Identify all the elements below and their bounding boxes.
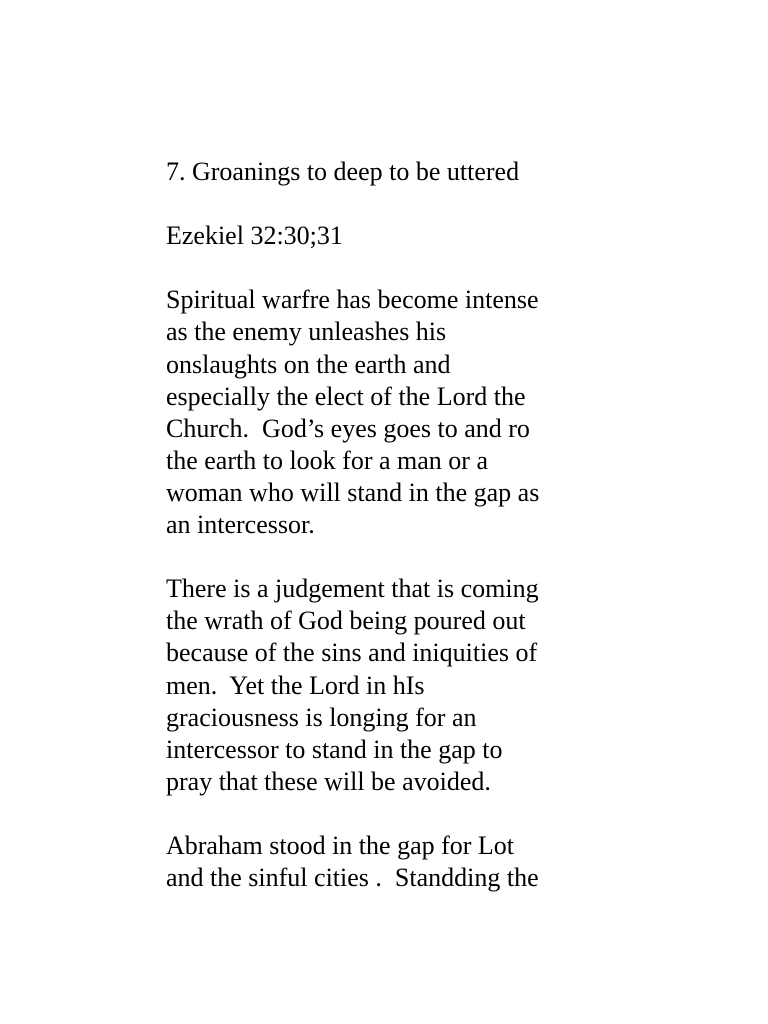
paragraph-2 [166, 573, 606, 798]
paragraph-line: graciousness is longing for an [166, 702, 477, 732]
paragraph-line: Church. God’s eyes goes to and ro [166, 413, 530, 443]
paragraph-line: Abraham stood in the gap for Lot [166, 830, 515, 860]
document-body [166, 156, 606, 894]
paragraph-line: and the sinful cities . Standding the [166, 863, 539, 893]
spacer [166, 798, 606, 830]
paragraph-line: Spiritual warfre has become intense [166, 285, 539, 315]
paragraph-line: because of the sins and iniquities of [166, 638, 538, 668]
spacer [166, 188, 606, 220]
paragraph-line: the earth to look for a man or a [166, 445, 488, 475]
paragraph-line: men. Yet the Lord in hIs [166, 670, 425, 700]
scripture-reference: Ezekiel 32:30;31 [166, 221, 343, 251]
section-heading: 7. Groanings to deep to be uttered [166, 157, 520, 186]
spacer [166, 252, 606, 284]
paragraph-line: There is a judgement that is coming [166, 574, 539, 604]
spacer [166, 541, 606, 573]
paragraph-line: pray that these will be avoided. [166, 766, 491, 796]
paragraph-3 [166, 830, 606, 894]
paragraph-line: especially the elect of the Lord the [166, 381, 526, 411]
paragraph-line: an intercessor. [166, 510, 315, 540]
paragraph-line: the wrath of God being poured out [166, 606, 526, 636]
paragraph-line: onslaughts on the earth and [166, 349, 451, 379]
paragraph-line: woman who will stand in the gap as [166, 477, 540, 507]
paragraph-line: as the enemy unleashes his [166, 317, 447, 347]
paragraph-line: intercessor to stand in the gap to [166, 734, 503, 764]
paragraph-1 [166, 284, 606, 541]
